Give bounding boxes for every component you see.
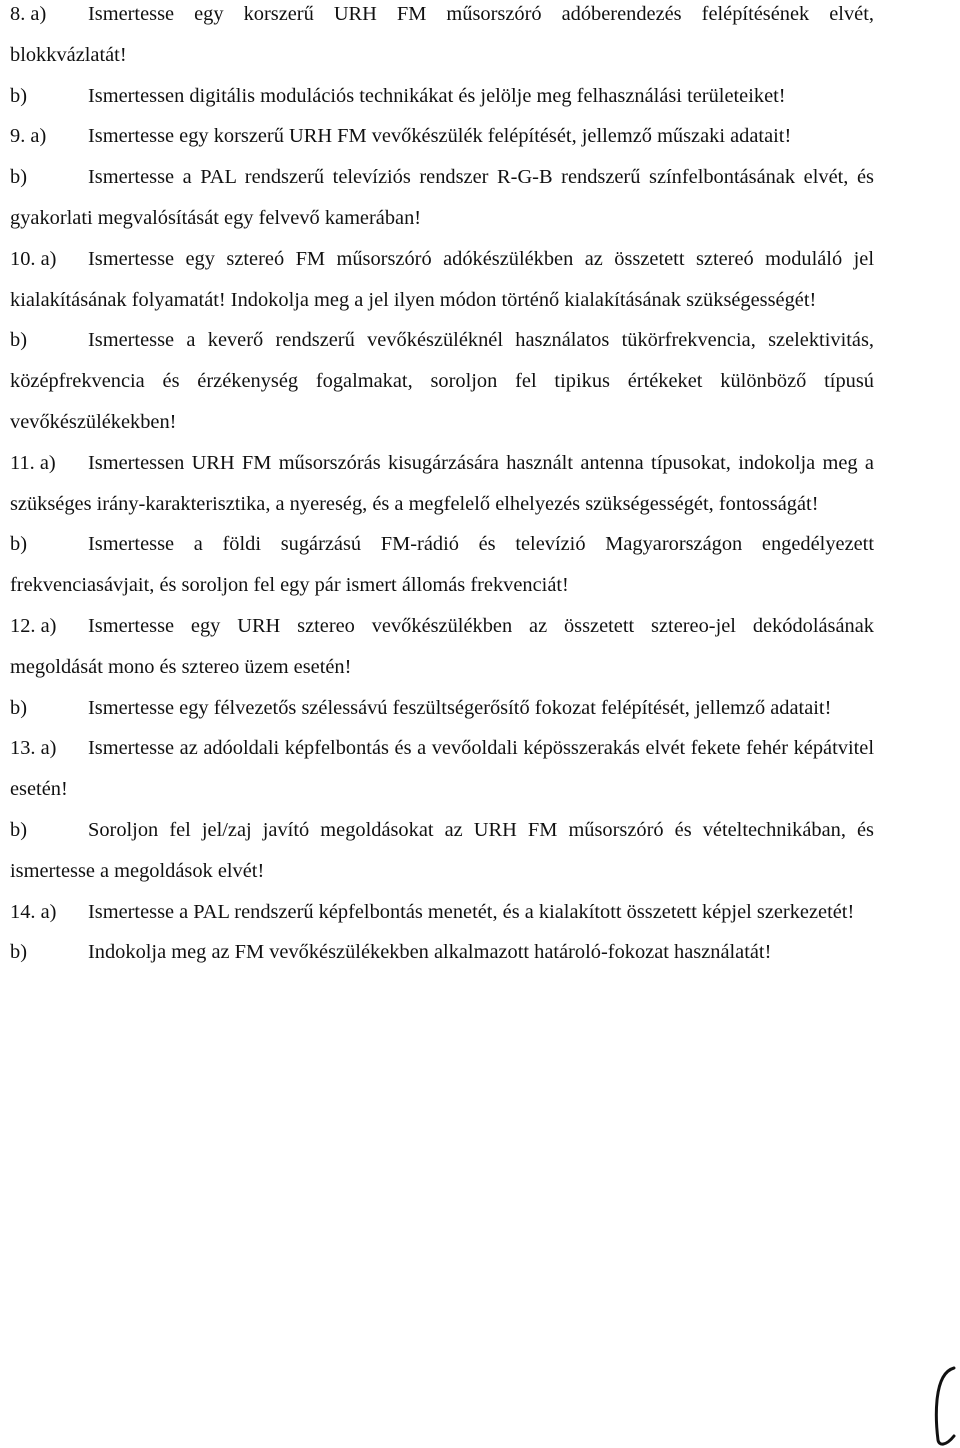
- question-label: b): [10, 941, 27, 964]
- question-10b: [10, 320, 874, 442]
- question-label: 14. a): [10, 900, 57, 923]
- question-text: Ismertessen digitális modulációs technikákat és jelölje meg felhasználási területeiket!: [88, 84, 786, 107]
- question-label: 10. a): [10, 247, 57, 270]
- question-text: Ismertesse egy URH sztereo vevőkészülékben az összetett sztereo-jel dekódolásának megoldását mono és sztereo üzem esetén!: [10, 614, 874, 678]
- question-label: 13. a): [10, 737, 57, 760]
- question-label: b): [10, 696, 27, 719]
- question-text: Indokolja meg az FM vevőkészülékekben alkalmazott határoló-fokozat használatát!: [88, 941, 772, 964]
- question-label: b): [10, 533, 27, 556]
- question-14a: [10, 892, 874, 933]
- question-text: Ismertesse a keverő rendszerű vevőkészüléknél használatos tükörfrekvencia, szelektivitás, középfrekvencia és érzékenység fogalmakat, soroljon fel tipikus értékeket különböző típusú vevőkészülékekben!: [10, 329, 874, 433]
- question-11a: [10, 443, 874, 525]
- question-text: Ismertesse a földi sugárzású FM-rádió és televízió Magyarországon engedélyezett frekvenciasávjait, és soroljon fel egy pár ismert állomás frekvenciát!: [10, 533, 874, 597]
- question-text: Ismertesse egy sztereó FM műsorszóró adókészülékben az összetett sztereó moduláló jel kialakításának folyamatát! Indokolja meg a jel ilyen módon történő kialakításának szükségességét!: [10, 247, 874, 311]
- question-9b: [10, 157, 874, 239]
- question-text: Ismertesse egy korszerű URH FM műsorszóró adóberendezés felépítésének elvét, blokkvázlatát!: [10, 3, 874, 66]
- question-9a: [10, 116, 874, 157]
- question-label: b): [10, 166, 27, 189]
- handwritten-mark: [914, 1364, 960, 1448]
- question-text: Soroljon fel jel/zaj javító megoldásokat az URH FM műsorszóró és vételtechnikában, és ismertesse a megoldások elvét!: [10, 818, 874, 882]
- question-label: 9. a): [10, 125, 47, 148]
- question-text: Ismertesse a PAL rendszerű képfelbontás menetét, és a kialakított összetett képjel szerkezetét!: [88, 900, 855, 923]
- question-13b: [10, 810, 874, 892]
- question-label: 12. a): [10, 614, 57, 637]
- question-8a: [10, 0, 874, 76]
- question-10a: [10, 239, 874, 321]
- question-11b: [10, 524, 874, 606]
- question-label: 11. a): [10, 451, 56, 474]
- question-text: Ismertesse az adóoldali képfelbontás és a vevőoldali képösszerakás elvét fekete fehér képátvitel esetén!: [10, 737, 874, 801]
- question-13a: [10, 728, 874, 810]
- question-8b: [10, 76, 874, 117]
- question-list: [10, 0, 874, 973]
- question-14b: [10, 932, 874, 973]
- question-text: Ismertesse egy félvezetős szélessávú feszültségerősítő fokozat felépítését, jellemző adatait!: [88, 696, 832, 719]
- question-label: b): [10, 818, 27, 841]
- question-text: Ismertessen URH FM műsorszórás kisugárzására használt antenna típusokat, indokolja meg a szükséges irány-karakterisztika, a nyereség, és a megfelelő elhelyezés szükségességét, fontosságát!: [10, 451, 874, 515]
- question-text: Ismertesse a PAL rendszerű televíziós rendszer R-G-B rendszerű színfelbontásának elvét, és gyakorlati megvalósítását egy felvevő kamerában!: [10, 166, 874, 229]
- question-12a: [10, 606, 874, 688]
- question-label: b): [10, 329, 27, 352]
- question-text: Ismertesse egy korszerű URH FM vevőkészülék felépítését, jellemző műszaki adatait!: [88, 125, 792, 148]
- question-label: b): [10, 84, 27, 107]
- question-label: 8. a): [10, 3, 47, 25]
- question-12b: [10, 688, 874, 729]
